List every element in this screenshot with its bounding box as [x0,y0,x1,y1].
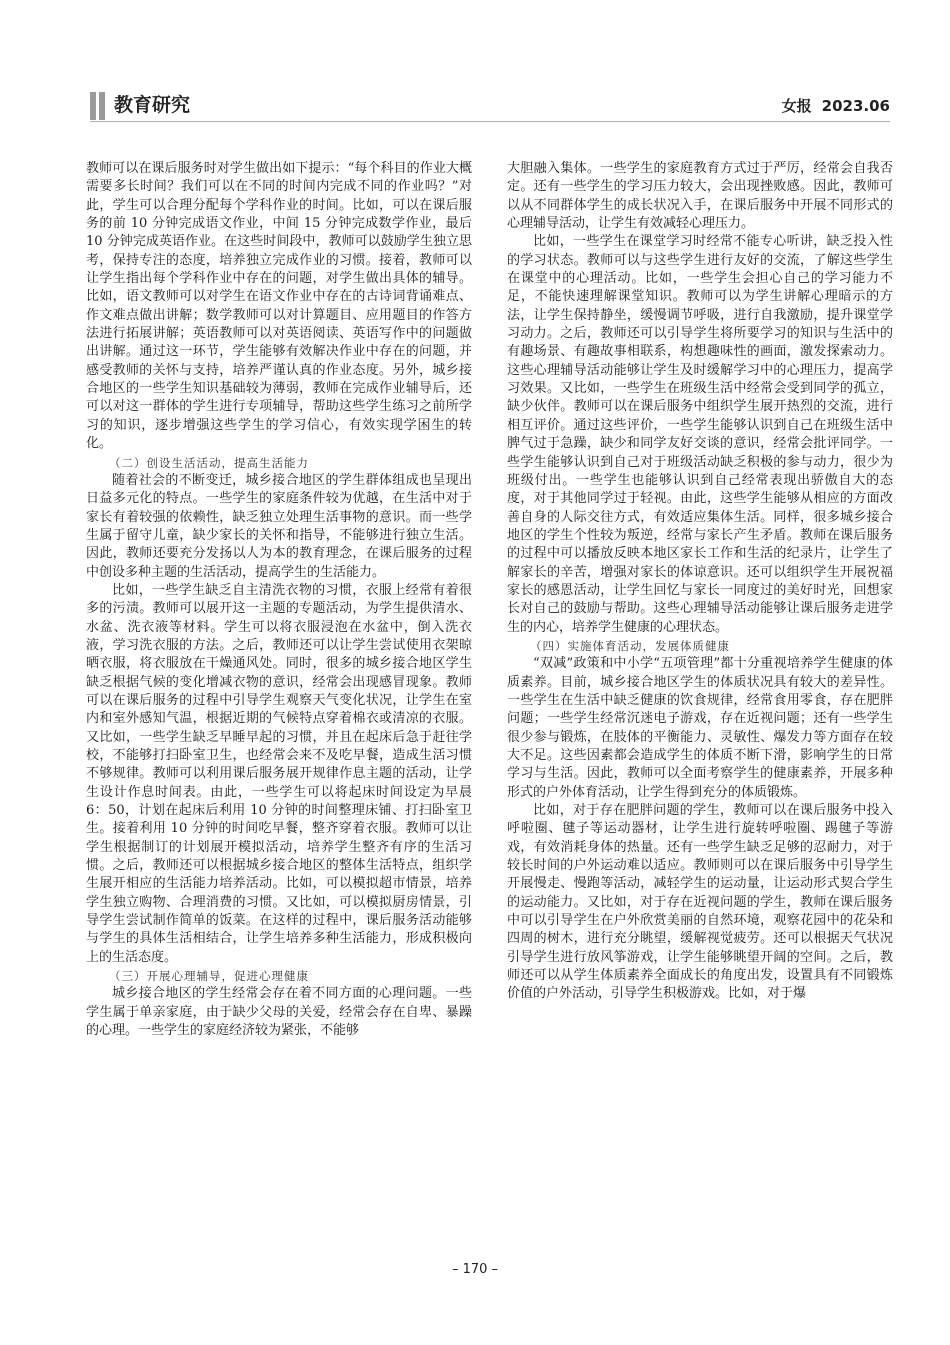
subheading: （二）创设生活活动，提高生活能力 [109,455,309,470]
right-column [507,160,893,1240]
paragraph: 比如，对于存在肥胖问题的学生，教师可以在课后服务中投入呼啦圈、毽子等运动器材，让学生进行旋转呼啦圈、踢毽子等游戏，有效消耗身体的热量。还有一些学生缺乏足够的忍耐力，对于较长时间的户外运动难以适应。教师则可以在课后服务中引导学生开展慢走、慢跑等活动，减轻学生的运动量，让运动形式契合学生的运动能力。又比如，对于存在近视问题的学生，教师在课后服务中可以引导学生在户外欣赏美丽的自然环境，观察花园中的花朵和四周的树木，进行充分眺望，缓解视觉疲劳。还可以根据天气状况引导学生进行放风筝游戏，让学生能够眺望开阔的空间。之后，教师还可以从学生体质素养全面成长的角度出发，设置具有不同锻炼价值的户外活动，引导学生积极游戏。比如，对于爆 [507,803,893,1002]
paragraph: 随着社会的不断变迁，城乡接合地区的学生群体组成也呈现出日益多元化的特点。一些学生的家庭条件较为优越，在生活中对于家长有着较强的依赖性，缺乏独立处理生活事物的意识。而一些学生属于留守儿童，缺少家长的关怀和指导，不能够进行独立生活。因此，教师还要充分发扬以人为本的教育理念，在课后服务的过程中创设多种主题的生活活动，提高学生的生活能力。 [86,472,472,580]
header-decor-bar [90,92,96,120]
header-rule [90,121,890,122]
paragraph: 教师可以在课后服务时对学生做出如下提示：“每个科目的作业大概需要多长时间？我们可以在不同的时间内完成不同的作业吗？”对此，学生可以合理分配每个学科作业的时间。比如，可以在课后服务的前 10 分钟完成语文作业，中间 15 分钟完成数学作业，最后 10 分钟完成英语作业。在这些时间段中，教师可以鼓励学生独立思考，保持专注的态度，培养独立完成作业的习惯。接着，教师可以让学生指出每个学科作业中存在的问题，对学生做出具体的辅导。比如，语文教师可以对学生在语文作业中存在的古诗词背诵难点、作文难点做出讲解；数学教师可以对计算题目、应用题目的作答方法进行拓展讲解；英语教师可以对英语阅读、英语写作中的问题做出讲解。通过这一环节，学生能够有效解决作业中存在的问题，并感受教师的关怀与支持，培养严谨认真的作业态度。另外，城乡接合地区的一些学生知识基础较为薄弱，教师在完成作业辅导后，还可以对这一群体的学生进行专项辅导，帮助这些学生练习之前所学习的知识，逐步增强这些学生的学习信心，有效实现学困生的转化。 [86,161,472,452]
left-column [86,160,472,1240]
paragraph: 比如，一些学生缺乏自主清洗衣物的习惯，衣服上经常有着很多的污渍。教师可以展开这一主题的专题活动，为学生提供清水、水盆、洗衣液等材料。学生可以将衣服浸泡在水盆中，倒入洗衣液，学习洗衣服的方法。之后，教师还可以让学生尝试使用衣架晾晒衣服，将衣服放在干燥通风处。同时，很多的城乡接合地区学生缺乏根据气候的变化增减衣物的意识，经常会出现感冒现象。教师可以在课后服务的过程中引导学生观察天气变化状况，让学生在室内和室外感知气温，根据近期的气候特点穿着棉衣或清凉的衣服。又比如，一些学生缺乏早睡早起的习惯，并且在起床后急于赶往学校，不能够打扫卧室卫生，也经常会来不及吃早餐，造成生活习惯不够规律。教师可以利用课后服务展开规律作息主题的活动，让学生设计作息时间表。由此，一些学生可以将起床时间设定为早晨 6：50，计划在起床后利用 10 分钟的时间整理床铺、打扫卧室卫生。接着利用 10 分钟的时间吃早餐，整齐穿着衣服。教师可以让学生根据制订的计划展开模拟活动，培养学生整齐有序的生活习惯。之后，教师还可以根据城乡接合地区的整体生活特点，组织学生展开相应的生活能力培养活动。比如，可以模拟超市情景，培养学生独立购物、合理消费的习惯。又比如，可以模拟厨房情景，引导学生尝试制作简单的饭菜。在这样的过程中，课后服务活动能够与学生的具体生活相结合，让学生培养多种生活能力，形成积极向上的生活态度。 [86,582,472,965]
paragraph: 比如，一些学生在课堂学习时经常不能专心听讲，缺乏投入性的学习状态。教师可以与这些学生进行友好的交流，了解这些学生在课堂中的心理活动。比如，一些学生会担心自己的学习能力不足，不能快速理解课堂知识。教师可以为学生讲解心理暗示的方法，让学生保持静坐，缓慢调节呼吸，进行自我激励，提升课堂学习动力。之后，教师还可以引导学生将所要学习的知识与生活中的有趣场景、有趣故事相联系，构想趣味性的画面，激发探索动力。这些心理辅导活动能够让学生及时缓解学习中的心理压力，提高学习效果。又比如，一些学生在班级生活中经常会受到同学的孤立，缺少伙伴。教师可以在课后服务中组织学生展开热烈的交流，进行相互评价。通过这些评价，一些学生能够认识到自己在班级生活中脾气过于急躁，缺少和同学友好交谈的意识，经常会批评同学。一些学生能够认识到自己对于班级活动缺乏积极的参与动力，很少为班级付出。一些学生也能够认识到自己经常表现出骄傲自大的态度，对于其他同学过于轻视。由此，这些学生能够从相应的方面改善自身的人际交往方式，有效适应集体生活。同样，很多城乡接合地区的学生个性较为叛逆，经常与家长产生矛盾。教师在课后服务的过程中可以播放反映本地区家长工作和生活的纪录片，让学生了解家长的辛苦，增强对家长的体谅意识。还可以组织学生开展祝福家长的感恩活动，让学生回忆与家长一同度过的美好时光，回想家长对自己的鼓励与帮助。这些心理辅导活动能够让课后服务走进学生的内心，培养学生健康的心理状态。 [507,234,893,635]
subheading: （三）开展心理辅导，促进心理健康 [109,969,309,984]
paragraph: “双减”政策和中小学“五项管理”都十分重视培养学生健康的体质素养。目前，城乡接合地区学生的体质状况具有较大的差异性。一些学生在生活中缺乏健康的饮食规律，经常食用零食，存在肥胖问题；一些学生经常沉迷电子游戏，存在近视问题；还有一些学生很少参与锻炼，在肢体的平衡能力、灵敏性、爆发力等方面存在较大不足。这些因素都会造成学生的体质不断下滑，影响学生的日常学习与生活。因此，教师可以全面考察学生的健康素养，开展多种形式的户外体育活动，让学生得到充分的体质锻炼。 [507,656,893,800]
paragraph: 城乡接合地区的学生经常会存在着不同方面的心理问题。一些学生属于单亲家庭，由于缺少父母的关爱，经常会存在自卑、暴躁的心理。一些学生的家庭经济较为紧张，不能够 [86,986,472,1039]
page-header [90,90,890,122]
paragraph: 大胆融入集体。一些学生的家庭教育方式过于严厉，经常会自我否定。还有一些学生的学习压力较大，会出现挫败感。因此，教师可以从不同群体学生的成长状况入手，在课后服务中开展不同形式的心理辅导活动，让学生有效减轻心理压力。 [507,161,893,232]
section-title: 教育研究 [114,94,191,116]
journal-name: 女报 [781,97,812,115]
page-number: – 170 – [451,1262,499,1277]
journal-issue [782,95,890,117]
header-decor-bar [99,92,105,120]
issue-number: 2023.06 [821,97,890,115]
subheading: （四）实施体育活动，发展体质健康 [530,638,730,653]
